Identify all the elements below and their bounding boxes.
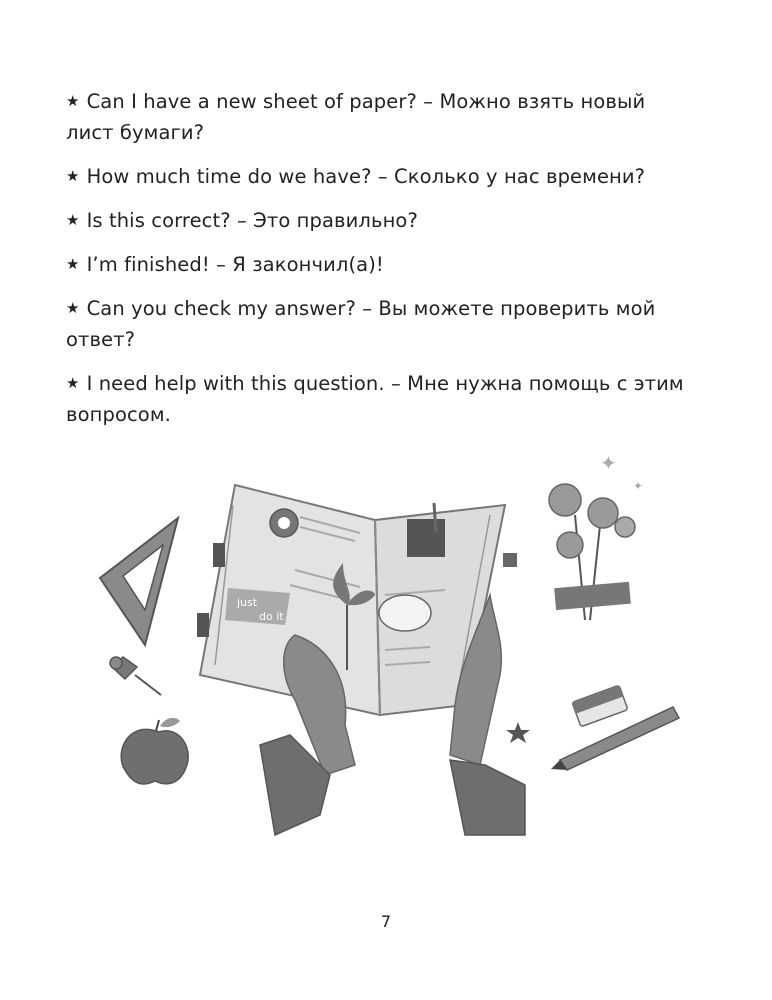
phrase-list: [66, 86, 706, 443]
eraser-icon: [572, 685, 628, 727]
phrase-russian: Вы можете проверить мой: [378, 297, 656, 320]
phrase-english: I’m finished!: [86, 253, 210, 276]
star-icon: ★: [66, 299, 80, 317]
phrase-item: ★ Can I have a new sheet of paper? – Можно взять новый лист бумаги?: [66, 86, 706, 148]
phrase-english: Can you check my answer?: [86, 297, 356, 320]
star-icon: ★: [66, 92, 80, 110]
apple-icon: [121, 718, 188, 784]
phrase-item: ★ I’m finished! – Я закончил(а)!: [66, 249, 706, 280]
sticker-text: do it: [259, 610, 284, 623]
phrase-english: I need help with this question.: [86, 372, 385, 395]
phrase-item: ★ I need help with this question. – Мне нужна помощь с этим вопросом.: [66, 368, 706, 430]
star-icon: ★: [66, 167, 80, 185]
phrase-english: Can I have a new sheet of paper?: [86, 90, 417, 113]
star-icon: [506, 722, 530, 743]
page-number: 7: [380, 912, 392, 931]
phrase-russian: Я закончил(а)!: [232, 253, 384, 276]
phrase-english: How much time do we have?: [86, 165, 372, 188]
phrase-russian: Сколько у нас времени?: [394, 165, 646, 188]
phrase-russian: Мне нужна помощь с этим: [407, 372, 684, 395]
phrase-item: ★ Can you check my answer? – Вы можете проверить мой ответ?: [66, 293, 706, 355]
star-icon: ★: [66, 255, 80, 273]
phrase-russian: Это правильно?: [253, 209, 418, 232]
svg-text:✦: ✦: [633, 479, 644, 493]
phrase-russian-cont: вопросом.: [66, 403, 171, 426]
svg-text:✦: ✦: [600, 451, 617, 475]
flowers-icon: [549, 451, 643, 620]
star-icon: ★: [66, 211, 80, 229]
star-icon: ★: [66, 374, 80, 392]
phrase-russian-cont: лист бумаги?: [66, 121, 205, 144]
phrase-english: Is this correct?: [86, 209, 231, 232]
phrase-item: ★ Is this correct? – Это правильно?: [66, 205, 706, 236]
pencil-icon: [551, 707, 679, 770]
ruler-triangle-icon: [100, 518, 178, 645]
phrase-russian: Можно взять новый: [439, 90, 646, 113]
phrase-russian-cont: ответ?: [66, 328, 136, 351]
sticker-text: just: [237, 596, 258, 609]
desk-illustration: [85, 445, 695, 885]
pushpin-icon: [110, 657, 161, 695]
phrase-item: ★ How much time do we have? – Сколько у нас времени?: [66, 161, 706, 192]
